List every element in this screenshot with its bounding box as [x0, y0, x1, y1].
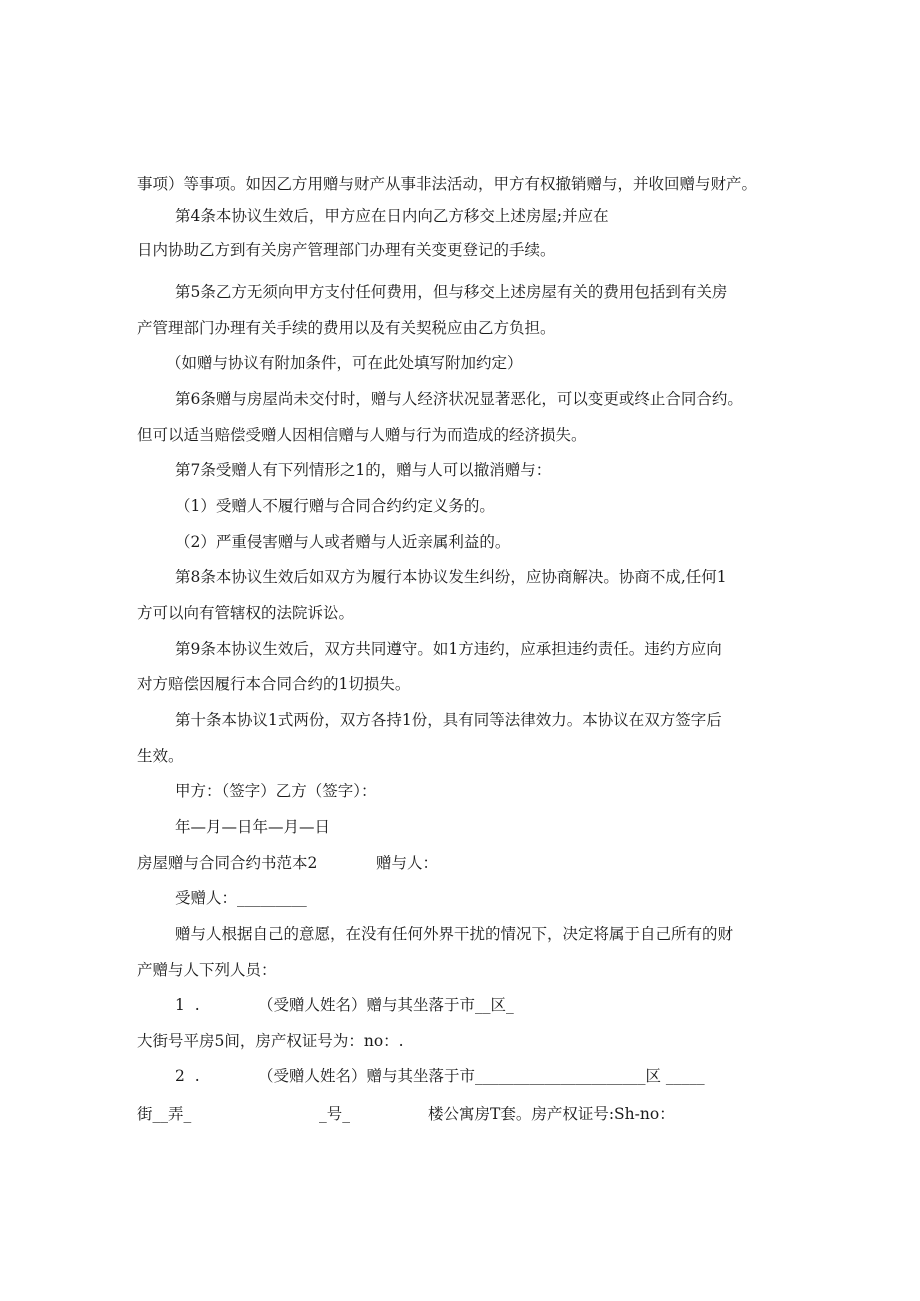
paragraph-line: 生效。	[137, 747, 184, 765]
section-title: 房屋赠与合同合约书范本2	[137, 854, 318, 872]
paragraph-line: 但可以适当赔偿受赠人因相信赠与人赠与行为而造成的经济损失。	[137, 426, 587, 444]
list-item-text: （受赠人姓名）赠与其坐落于市__区_	[258, 996, 514, 1014]
paragraph-line: 产赠与人下列人员：	[137, 961, 277, 979]
paragraph-line: 大街号平房5间，房产权证号为：no：.	[137, 1032, 404, 1050]
address-number-field: _号_	[319, 1105, 351, 1123]
paragraph-line: 第4条本协议生效后，甲方应在日内向乙方移交上述房屋;并应在	[175, 207, 609, 225]
signature-line: 甲方：（签字）乙方（签字）：	[175, 782, 377, 800]
paragraph-line: 赠与人根据自己的意愿，在没有任何外界干扰的情况下，决定将属于自己所有的财	[175, 925, 734, 943]
paragraph-line: 第十条本协议1式两份，双方各持1份，具有同等法律效力。本协议在双方签字后	[175, 711, 722, 729]
list-number: 1 .	[175, 996, 200, 1014]
list-number: 2 .	[175, 1067, 200, 1085]
address-street-field: 街__弄_	[137, 1105, 192, 1123]
paragraph-line: 日内协助乙方到有关房产管理部门办理有关变更登记的手续。	[137, 241, 556, 259]
paragraph-line: 对方赔偿因履行本合同合约的1切损失。	[137, 675, 411, 693]
paragraph-line: （1）受赠人不履行赠与合同合约约定义务的。	[175, 497, 495, 515]
paragraph-line: 第7条受赠人有下列情形之1的，赠与人可以撤消赠与：	[175, 461, 552, 479]
paragraph-line: 事项）等事项。如因乙方用赠与财产从事非法活动，甲方有权撤销赠与，并收回赠与财产。	[137, 175, 758, 193]
list-item-text: （受赠人姓名）赠与其坐落于市______________________区 _____	[258, 1067, 705, 1085]
paragraph-line: （2）严重侵害赠与人或者赠与人近亲属利益的。	[175, 533, 511, 551]
paragraph-line: 第8条本协议生效后如双方为履行本协议发生纠纷，应协商解决。协商不成,任何1	[175, 568, 727, 586]
address-building-text: 楼公寓房T套。房产权证号:Sh-no：	[428, 1105, 675, 1123]
paragraph-line: 产管理部门办理有关手续的费用以及有关契税应由乙方负担。	[137, 319, 556, 337]
paragraph-line: （如赠与协议有附加条件，可在此处填写附加约定）	[166, 354, 523, 372]
date-line: 年—月—日年—月—日	[175, 818, 331, 836]
paragraph-line: 第5条乙方无须向甲方支付任何费用，但与移交上述房屋有关的费用包括到有关房	[175, 283, 728, 301]
donor-label: 赠与人：	[376, 854, 439, 872]
donee-field: 受赠人：_________	[175, 889, 307, 907]
paragraph-line: 第9条本协议生效后，双方共同遵守。如1方违约，应承担违约责任。违约方应向	[175, 640, 722, 658]
paragraph-line: 第6条赠与房屋尚未交付时，赠与人经济状况显著恶化，可以变更或终止合同合约。	[175, 390, 743, 408]
paragraph-line: 方可以向有管辖权的法院诉讼。	[137, 604, 355, 622]
